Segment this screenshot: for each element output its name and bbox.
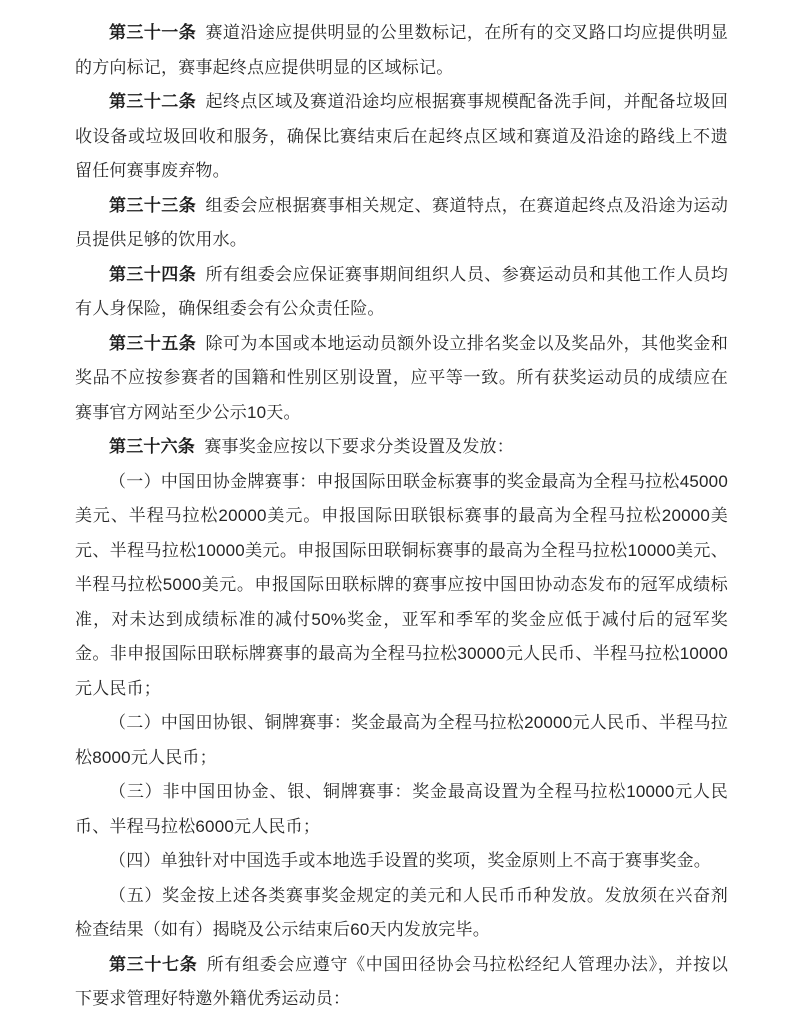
article-36-item-3-text: （三）非中国田协金、银、铜牌赛事：奖金最高设置为全程马拉松10000元人民币、半程马拉松6000元人民币； — [75, 782, 728, 836]
article-36-item-5-text: （五）奖金按上述各类赛事奖金规定的美元和人民币币种发放。发放须在兴奋剂检查结果（如有）揭晓及公示结束后60天内发放完毕。 — [75, 885, 728, 939]
article-33-paragraph — [75, 189, 728, 258]
article-34-number: 第三十四条 — [109, 264, 197, 284]
article-36-item-5-paragraph — [75, 879, 728, 948]
article-35-paragraph — [75, 327, 728, 431]
article-32-text: 起终点区域及赛道沿途均应根据赛事规模配备洗手间，并配备垃圾回收设备或垃圾回收和服务，确保比赛结束后在起终点区域和赛道及沿途的路线上不遗留任何赛事废弃物。 — [75, 92, 729, 180]
article-36-item-4-text: （四）单独针对中国选手或本地选手设置的奖项，奖金原则上不高于赛事奖金。 — [109, 851, 711, 870]
article-32-paragraph — [75, 85, 728, 189]
article-31-number: 第三十一条 — [109, 23, 197, 42]
article-37-text: 所有组委会应遵守《中国田径协会马拉松经纪人管理办法》，并按以下要求管理好特邀外籍优秀运动员： — [75, 954, 729, 1008]
article-36-item-2-paragraph — [75, 706, 728, 775]
article-34-paragraph — [75, 258, 728, 327]
article-36-item-1-paragraph — [75, 465, 728, 707]
article-34-text: 所有组委会应保证赛事期间组织人员、参赛运动员和其他工作人员均有人身保险，确保组委会有公众责任险。 — [75, 264, 729, 318]
article-36-item-4-paragraph — [75, 844, 728, 879]
article-33-number: 第三十三条 — [109, 195, 197, 215]
article-31-paragraph — [75, 16, 728, 85]
article-35-number: 第三十五条 — [109, 333, 197, 353]
article-32-number: 第三十二条 — [109, 92, 197, 111]
article-33-text: 组委会应根据赛事相关规定、赛道特点，在赛道起终点及沿途为运动员提供足够的饮用水。 — [75, 195, 729, 249]
article-36-text: 赛事奖金应按以下要求分类设置及发放： — [204, 437, 514, 456]
article-36-item-2-text: （二）中国田协银、铜牌赛事：奖金最高为全程马拉松20000元人民币、半程马拉松8000元人民币； — [75, 713, 728, 767]
article-36-paragraph — [75, 430, 728, 465]
article-36-item-3-paragraph — [75, 775, 728, 844]
article-37-paragraph — [75, 948, 728, 1017]
article-35-text: 除可为本国或本地运动员额外设立排名奖金以及奖品外，其他奖金和奖品不应按参赛者的国籍和性别区别设置，应平等一致。所有获奖运动员的成绩应在赛事官方网站至少公示10天。 — [75, 333, 729, 422]
article-36-item-1-text: （一）中国田协金牌赛事：申报国际田联金标赛事的奖金最高为全程马拉松45000美元、半程马拉松20000美元。申报国际田联银标赛事的最高为全程马拉松20000美元、半程马拉松10000美元。申报国际田联铜标赛事的最高为全程马拉松10000美元、半程马拉松5000美元。申报国际田联标牌的赛事应按中国田协动态发布的冠军成绩标准，对未达到成绩标准的减付50%奖金，亚军和季军的奖金应低于减付后的冠军奖金。非申报国际田联标牌赛事的最高为全程马拉松30000元人民币、半程马拉松10000元人民币； — [75, 471, 728, 698]
article-36-number: 第三十六条 — [109, 437, 195, 456]
article-37-number: 第三十七条 — [109, 954, 198, 974]
article-31-text: 赛道沿途应提供明显的公里数标记，在所有的交叉路口均应提供明显的方向标记，赛事起终点应提供明显的区域标记。 — [75, 23, 729, 77]
